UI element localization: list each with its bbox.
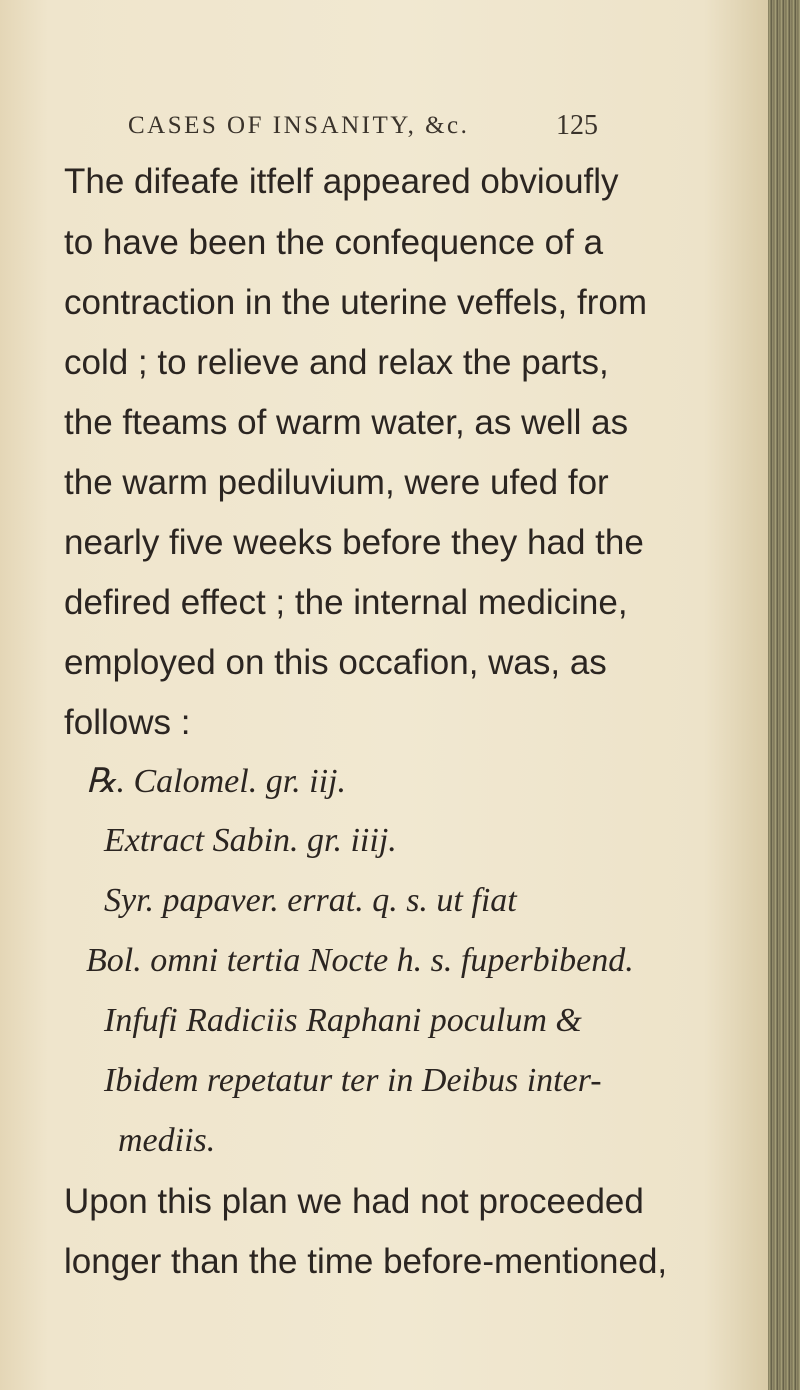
prescription-line-7: mediis. <box>118 1122 216 1159</box>
body-line-6: the warm pediluvium, were ufed for <box>64 463 609 502</box>
body-line-8: defired effect ; the internal medicine, <box>64 583 628 622</box>
body-line-4: cold ; to relieve and relax the parts, <box>64 343 609 382</box>
body-line-1: The difeafe itfelf appeared obvioufly <box>64 162 619 201</box>
prescription-line-4: Bol. omni tertia Nocte h. s. fuperbibend. <box>86 942 634 979</box>
running-title: CASES OF INSANITY, &c. <box>128 112 470 139</box>
page-number: 125 <box>556 110 598 141</box>
running-header <box>128 112 598 140</box>
prescription-line-6: Ibidem repetatur ter in Deibus inter- <box>104 1062 602 1099</box>
body-line-9: employed on this occafion, was, as <box>64 643 607 682</box>
prescription-line-3: Syr. papaver. errat. q. s. ut fiat <box>104 882 517 919</box>
book-spine-edge <box>768 0 800 1390</box>
prescription-line-5: Infufi Radiciis Raphani poculum & <box>104 1002 582 1039</box>
body-line-2: to have been the confequence of a <box>64 223 604 262</box>
body-line-3: contraction in the uterine veffels, from <box>64 283 647 322</box>
prescription-line-1: ℞. Calomel. gr. iij. <box>86 763 346 800</box>
body-line-7: nearly five weeks before they had the <box>64 523 644 562</box>
closing-line-2: longer than the time before-mentioned, <box>64 1242 668 1281</box>
body-line-5: the fteams of warm water, as well as <box>64 403 629 442</box>
body-line-10: follows : <box>64 703 191 742</box>
prescription-line-2: Extract Sabin. gr. iiij. <box>104 822 397 859</box>
closing-line-1: Upon this plan we had not proceeded <box>64 1182 644 1221</box>
